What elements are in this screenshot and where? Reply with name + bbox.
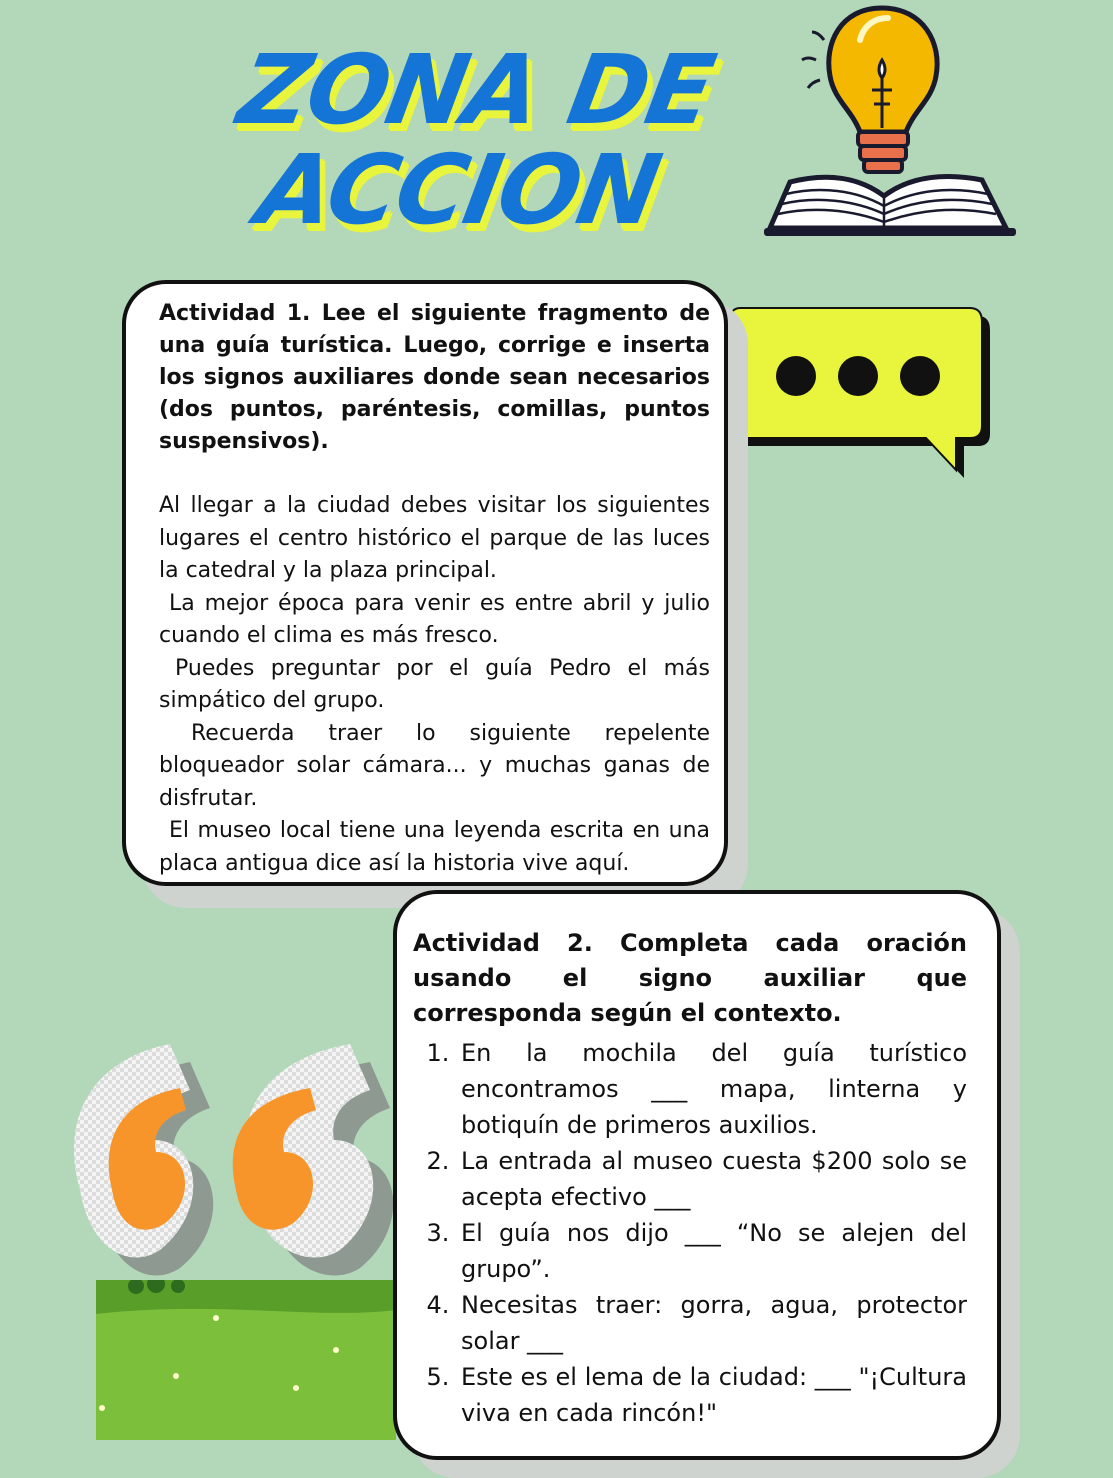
list-item: 4. Necesitas traer: gorra, agua, protector solar ___ [457,1287,967,1359]
activity-1-paragraph: Al llegar a la ciudad debes visitar los siguientes lugares el centro histórico el parque de las luces la catedral y la plaza principal. [159,493,710,583]
lightbulb-book-icon [760,0,1020,250]
activity-2-card [393,890,1001,1460]
activity-1-card [122,280,728,886]
list-item: 3. El guía nos dijo ___ “No se alejen del grupo”. [457,1215,967,1287]
page-title [194,34,739,246]
quotation-mark-icon [60,1040,440,1280]
sentence-list [413,1035,967,1431]
activity-1-paragraph: Recuerda traer lo siguiente repelente bloqueador solar cámara... y muchas ganas de disfrutar. [159,720,710,811]
activity-1-paragraph: El museo local tiene una leyenda escrita en una placa antigua dice así la historia vive aquí. [159,818,710,876]
list-item: 1. En la mochila del guía turístico encontramos ___ mapa, linterna y botiquín de primeros auxilios. [457,1035,967,1143]
meadow-illustration [96,1280,396,1440]
speech-bubble-ellipsis-icon [728,306,1000,482]
activity-1-paragraph: La mejor época para venir es entre abril y julio cuando el clima es más fresco. [159,590,710,648]
activity-1-heading: Actividad 1. Lee el siguiente fragmento de una guía turística. Luego, corrige e inserta los signos auxiliares donde sean necesarios (dos puntos, paréntesis, comillas, puntos suspensivos). [159,301,710,454]
activity-2-heading: Actividad 2. Completa cada oración usando el signo auxiliar que corresponda según el contexto. [413,929,967,1027]
title-line-1: ZONA DE [230,34,721,146]
activity-1-paragraph: Puedes preguntar por el guía Pedro el más simpático del grupo. [159,655,710,713]
title-line-2: ACCION [249,134,668,246]
list-item: 2. La entrada al museo cuesta $200 solo se acepta efectivo ___ [457,1143,967,1215]
list-item: 5. Este es el lema de la ciudad: ___ "¡Cultura viva en cada rincón!" [457,1359,967,1431]
